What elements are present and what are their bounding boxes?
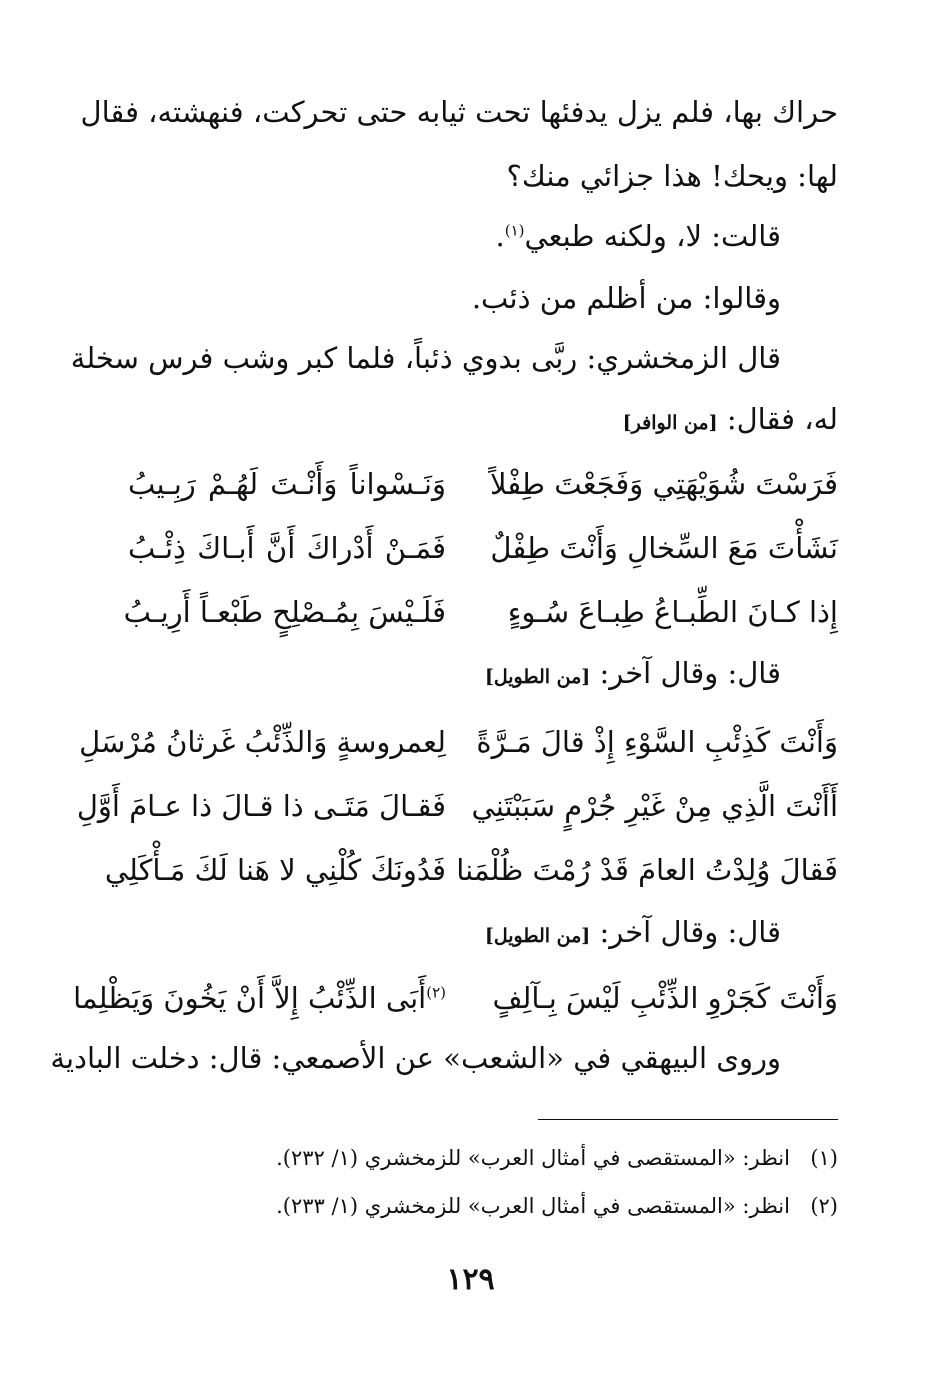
verse-intro-3-text: قال: وقال آخر: — [599, 915, 781, 949]
meter-label-3: [من الطويل] — [484, 925, 591, 947]
verse-intro-2-text: قال: وقال آخر: — [599, 656, 781, 690]
footnote-2 — [128, 1186, 838, 1226]
prose-line-6 — [128, 387, 838, 455]
footnote-marker-2: (٢) — [426, 983, 446, 1002]
verse-first-hemistich: أَأَنْتَ الَّذِي مِنْ غَيْرِ جُرْمٍ سَبَبْتَنِي — [471, 789, 838, 823]
verse-row — [73, 966, 838, 1030]
verse-second-hemistich: فَمَـنْ أَدْراكَ أَنَّ أَبـاكَ ذِئْـبُ — [128, 531, 446, 565]
verse-row — [104, 838, 838, 902]
verse-first-hemistich: فَقالَ وُلِدْتُ العامَ قَدْ رُمْتَ ظُلْمَنا — [456, 853, 838, 887]
verse-intro-3 — [128, 900, 781, 968]
verse-first-hemistich: إِذا كـانَ الطِّبـاعُ طِبـاعَ سُـوءٍ — [507, 595, 838, 629]
verse-row — [128, 452, 838, 516]
verse-first-hemistich: وَأَنْتَ كَذِئْبِ السَّوْءِ إِذْ قالَ مَـرَّةً — [476, 725, 838, 759]
prose-line-3-text: قالت: لا، ولكنه طبعي — [524, 219, 781, 253]
footnote-divider — [538, 1119, 838, 1120]
prose-line-6-text: له، فقال: — [726, 402, 838, 436]
footnote-1-text: انظر: «المستقصى في أمثال العرب» للزمخشري (١/ ٢٣٢). — [276, 1146, 790, 1170]
prose-line-5: قال الزمخشري: ربَّى بدوي ذئباً، فلما كبر وشب فرس سخلة — [70, 341, 781, 375]
verse-second-hemistich: فَدُونَكَ كُلْنِي لا هَنا لَكَ مَـأْكَلِي — [104, 853, 446, 887]
prose-line-2: لها: ويحك! هذا جزائي منك؟ — [506, 159, 838, 193]
prose-line-4: وقالوا: من أظلم من ذئب. — [471, 281, 781, 315]
footnote-1-number: (١) — [810, 1146, 838, 1170]
verse-second-hemistich: لِعمروسةٍ وَالذِّئْبُ غَرثانُ مُرْسَلِ — [79, 725, 446, 759]
page-number: ١٢٩ — [446, 1262, 495, 1297]
footnote-2-text: انظر: «المستقصى في أمثال العرب» للزمخشري (١/ ٢٣٣). — [276, 1194, 790, 1218]
verse-first-hemistich: نَشَأْتَ مَعَ السِّخالِ وَأَنْتَ طِفْلٌ — [490, 531, 838, 565]
verse-row — [76, 774, 838, 838]
meter-label-2: [من الطويل] — [484, 666, 591, 688]
verse-first-hemistich: وَأَنْتَ كَجَرْوِ الذِّئْبِ لَيْسَ بِـآلِفٍ — [492, 981, 838, 1015]
prose-line-1: حراك بها، فلم يزل يدفئها تحت ثيابه حتى تحركت، فنهشته، فقال — [80, 95, 838, 129]
footnote-2-number: (٢) — [810, 1194, 838, 1218]
verse-second-hemistich-text: أَبَى الذِّئْبُ إِلاَّ أَنْ يَخُونَ وَيَظْلِما — [73, 981, 427, 1015]
prose-line-3 — [128, 204, 781, 268]
verse-second-hemistich: وَنَـسْواناً وَأَنْـتَ لَهُـمْ رَبِـيبُ — [128, 467, 446, 501]
verse-intro-2 — [128, 641, 781, 709]
verse-row — [123, 580, 838, 644]
footnote-marker-1: (١) — [504, 221, 525, 240]
verse-second-hemistich — [73, 966, 446, 1030]
verse-second-hemistich: فَقـالَ مَتَـى ذا قـالَ ذا عـامَ أَوَّلِ — [76, 789, 446, 823]
meter-label-1: [من الوافر] — [622, 412, 718, 434]
verse-second-hemistich: فَلَـيْسَ بِمُـصْلِحٍ طَبْعـاً أَرِيـبُ — [123, 595, 446, 629]
verse-row — [79, 710, 838, 774]
verse-first-hemistich: فَرَسْتَ شُوَيْهَتِي وَفَجَعْتَ طِفْلاً — [489, 467, 838, 501]
footnote-1 — [128, 1138, 838, 1178]
prose-line-last: وروى البيهقي في «الشعب» عن الأصمعي: قال: دخلت البادية — [50, 1041, 781, 1075]
prose-line-3-end: . — [495, 219, 505, 253]
verse-row — [128, 516, 838, 580]
